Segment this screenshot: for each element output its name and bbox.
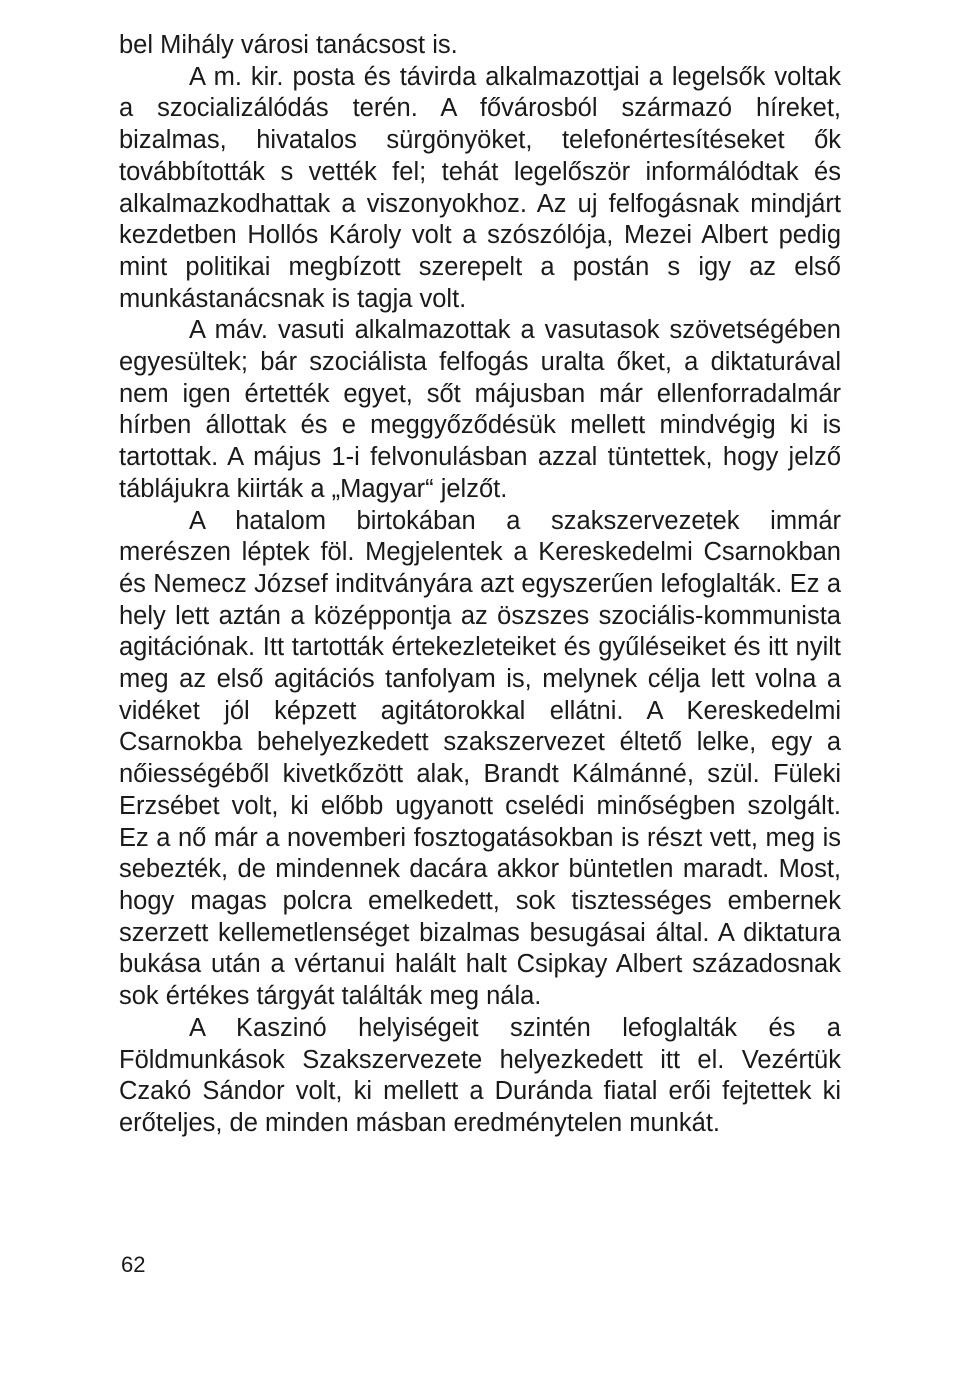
page-text-body	[119, 30, 841, 1140]
paragraph-posta: A m. kir. posta és távirda alkalmazottjai a legelsők voltak a szocializálódás terén. A fővárosból származó híreket, bizalmas, hivatalos sürgönyöket, telefonértesítéseket ők továbbították s vették fel; tehát legelőször informálódtak és alkalmazkodhattak a viszonyokhoz. Az uj felfogásnak mindjárt kezdetben Hollós Károly volt a szószólója, Mezei Albert pedig mint politikai megbízott szerepelt a postán s igy az első munkástanácsnak is tagja volt.	[119, 62, 841, 313]
paragraph-kaszino: A Kaszinó helyiségeit szintén lefoglalták és a Földmunkások Szakszervezete helyezkedett itt el. Vezértük Czakó Sándor volt, ki mellett a Duránda fiatal erői fejtettek ki erőteljes, de minden másban eredménytelen munkát.	[119, 1013, 841, 1137]
paragraph-mav: A máv. vasuti alkalmazottak a vasutasok szövetségében egyesültek; bár szociálista felfogás uralta őket, a diktaturával nem igen értették egyet, sőt májusban már ellenforradalmár hírben állottak és e meggyőződésük mellett mindvégig ki is tartottak. A május 1-i felvonulásban azzal tüntettek, hogy jelző táblájukra kiirták a „Magyar“ jelzőt.	[119, 316, 841, 503]
paragraph-continuation: bel Mihály városi tanácsost is.	[119, 31, 458, 59]
paragraph-szakszervezetek: A hatalom birtokában a szakszervezetek immár merészen léptek föl. Megjelentek a Kereskedelmi Csarnokban és Nemecz József inditványára azt egyszerűen lefoglalták. Ez a hely lett aztán a középpontja az öszszes szociális-kommunista agitációnak. Itt tartották értekezleteiket és gyűléseiket és itt nyilt meg az első agitációs tanfolyam is, melynek célja lett volna a vidéket jól képzett agitátorokkal ellátni. A Kereskedelmi Csarnokba behelyezkedett szakszervezet éltető lelke, egy a nőiességéből kivetkőzött alak, Brandt Kálmánné, szül. Füleki Erzsébet volt, ki előbb ugyanott cselédi minőségben szolgált. Ez a nő már a novemberi fosztogatásokban is részt vett, meg is sebezték, de mindennek dacára akkor büntetlen maradt. Most, hogy magas polcra emelkedett, sok tisztességes embernek szerzett kellemetlenséget bizalmas besugásai által. A diktatura bukása után a vértanui halált halt Csipkay Albert századosnak sok értékes tárgyát találták meg nála.	[119, 506, 841, 1011]
page-number: 62	[121, 1252, 146, 1277]
